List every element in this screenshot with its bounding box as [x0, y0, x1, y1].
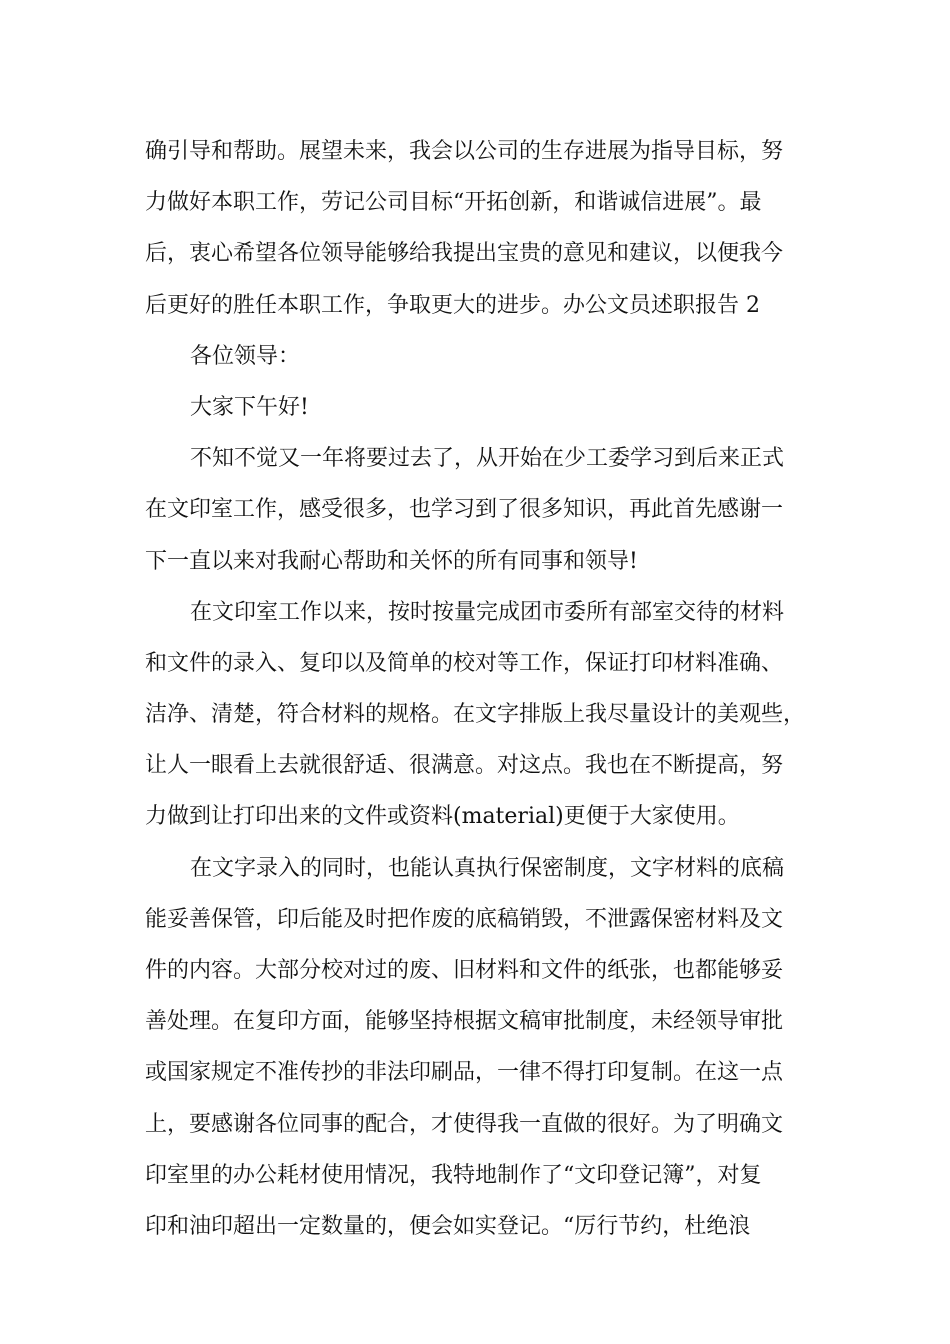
text-line: 确引导和帮助。展望未来，我会以公司的生存进展为指导目标，努: [145, 139, 784, 164]
text-line: 后，衷心希望各位领导能够给我提出宝贵的意见和建议，以便我今: [145, 241, 784, 267]
text-line: 让人一眼看上去就很舒适、很满意。对这点。我也在不断提高，努: [145, 753, 784, 779]
text-line: 和文件的录入、复印以及简单的校对等工作，保证打印材料准确、: [145, 650, 784, 676]
text-line: 力做到让打印出来的文件或资料(material)更便于大家使用。: [145, 804, 740, 830]
text-line: 后更好的胜任本职工作，争取更大的进步。办公文员述职报告 2: [145, 292, 760, 318]
text-line: 能妥善保管，印后能及时把作废的底稿销毁，不泄露保密材料及文: [145, 906, 784, 932]
salutation: 各位领导：: [190, 343, 301, 369]
text-line: 印室里的办公耗材使用情况，我特地制作了“文印登记簿”，对复: [145, 1162, 762, 1188]
text-line: 在文印室工作，感受很多，也学习到了很多知识，再此首先感谢一: [145, 497, 784, 523]
text-line: 上，要感谢各位同事的配合，才使得我一直做的很好。为了明确文: [145, 1111, 784, 1137]
text-line: 洁净、清楚，符合材料的规格。在文字排版上我尽量设计的美观些，: [145, 702, 806, 728]
paragraph-start: 在文字录入的同时，也能认真执行保密制度，文字材料的底稿: [190, 855, 785, 881]
document-body: [145, 126, 845, 1252]
text-line: 力做好本职工作，劳记公司目标“开拓创新，和谐诚信进展”。最: [145, 190, 762, 216]
paragraph-start: 在文印室工作以来，按时按量完成团市委所有部室交待的材料: [190, 599, 785, 625]
text-line: 下一直以来对我耐心帮助和关怀的所有同事和领导!: [145, 548, 638, 574]
paragraph-start: 不知不觉又一年将要过去了，从开始在少工委学习到后来正式: [190, 446, 785, 472]
text-line: 印和油印超出一定数量的，便会如实登记。“厉行节约，杜绝浪: [145, 1213, 751, 1239]
text-line: 或国家规定不准传抄的非法印刷品，一律不得打印复制。在这一点: [145, 1060, 784, 1086]
greeting: 大家下午好!: [190, 394, 309, 420]
text-line: 件的内容。大部分校对过的废、旧材料和文件的纸张，也都能够妥: [145, 958, 784, 983]
text-line: 善处理。在复印方面，能够坚持根据文稿审批制度，未经领导审批: [145, 1009, 784, 1035]
